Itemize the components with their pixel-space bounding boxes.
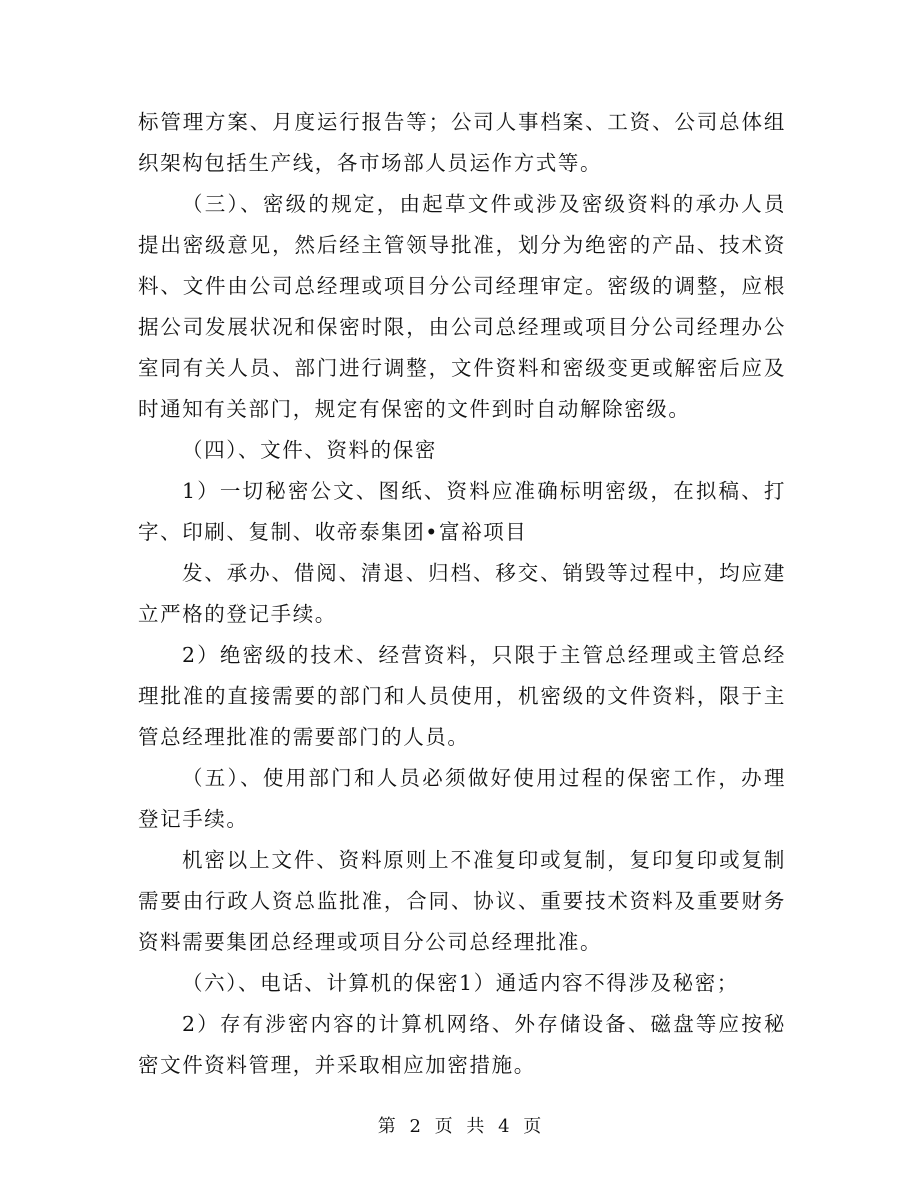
paragraph-continuation: 标管理方案、月度运行报告等；公司人事档案、工资、公司总体组织架构包括生产线，各市场部人员运作方式等。 xyxy=(138,110,786,175)
paragraph-item-1-continued: 发、承办、借阅、清退、归档、移交、销毁等过程中，均应建立严格的登记手续。 xyxy=(138,561,786,626)
paragraph-copy-rules: 机密以上文件、资料原则上不准复印或复制，复印复印或复制需要由行政人资总监批准，合同、协议、重要技术资料及重要财务资料需要集团总经理或项目分公司总经理批准。 xyxy=(138,848,786,954)
paragraph-item-1: 1）一切秘密公文、图纸、资料应准确标明密级，在拟稿、打字、印刷、复制、收帝泰集团•富裕项目 xyxy=(138,479,786,544)
document-body xyxy=(138,102,786,1086)
paragraph-section-3: （三）、密级的规定，由起草文件或涉及密级资料的承办人员提出密级意见，然后经主管领导批准，划分为绝密的产品、技术资料、文件由公司总经理或项目分公司经理审定。密级的调整，应根据公司发展状况和保密时限，由公司总经理或项目分公司经理办公室同有关人员、部门进行调整，文件资料和密级变更或解密后应及时通知有关部门，规定有保密的文件到时自动解除密级。 xyxy=(138,192,786,421)
paragraph-item-2: 2）绝密级的技术、经营资料，只限于主管总经理或主管总经理批准的直接需要的部门和人员使用，机密级的文件资料，限于主管总经理批准的需要部门的人员。 xyxy=(138,643,786,749)
paragraph-section-6: （六）、电话、计算机的保密1）通适内容不得涉及秘密； xyxy=(182,971,739,995)
paragraph-section-5: （五）、使用部门和人员必须做好使用过程的保密工作，办理登记手续。 xyxy=(138,766,786,831)
paragraph-section-4-heading: （四）、文件、资料的保密 xyxy=(182,438,437,462)
paragraph-section-6-item-2: 2）存有涉密内容的计算机网络、外存储设备、磁盘等应按秘密文件资料管理，并采取相应加密措施。 xyxy=(138,1012,786,1077)
page-number-footer: 第 2 页 共 4 页 xyxy=(377,1116,543,1137)
